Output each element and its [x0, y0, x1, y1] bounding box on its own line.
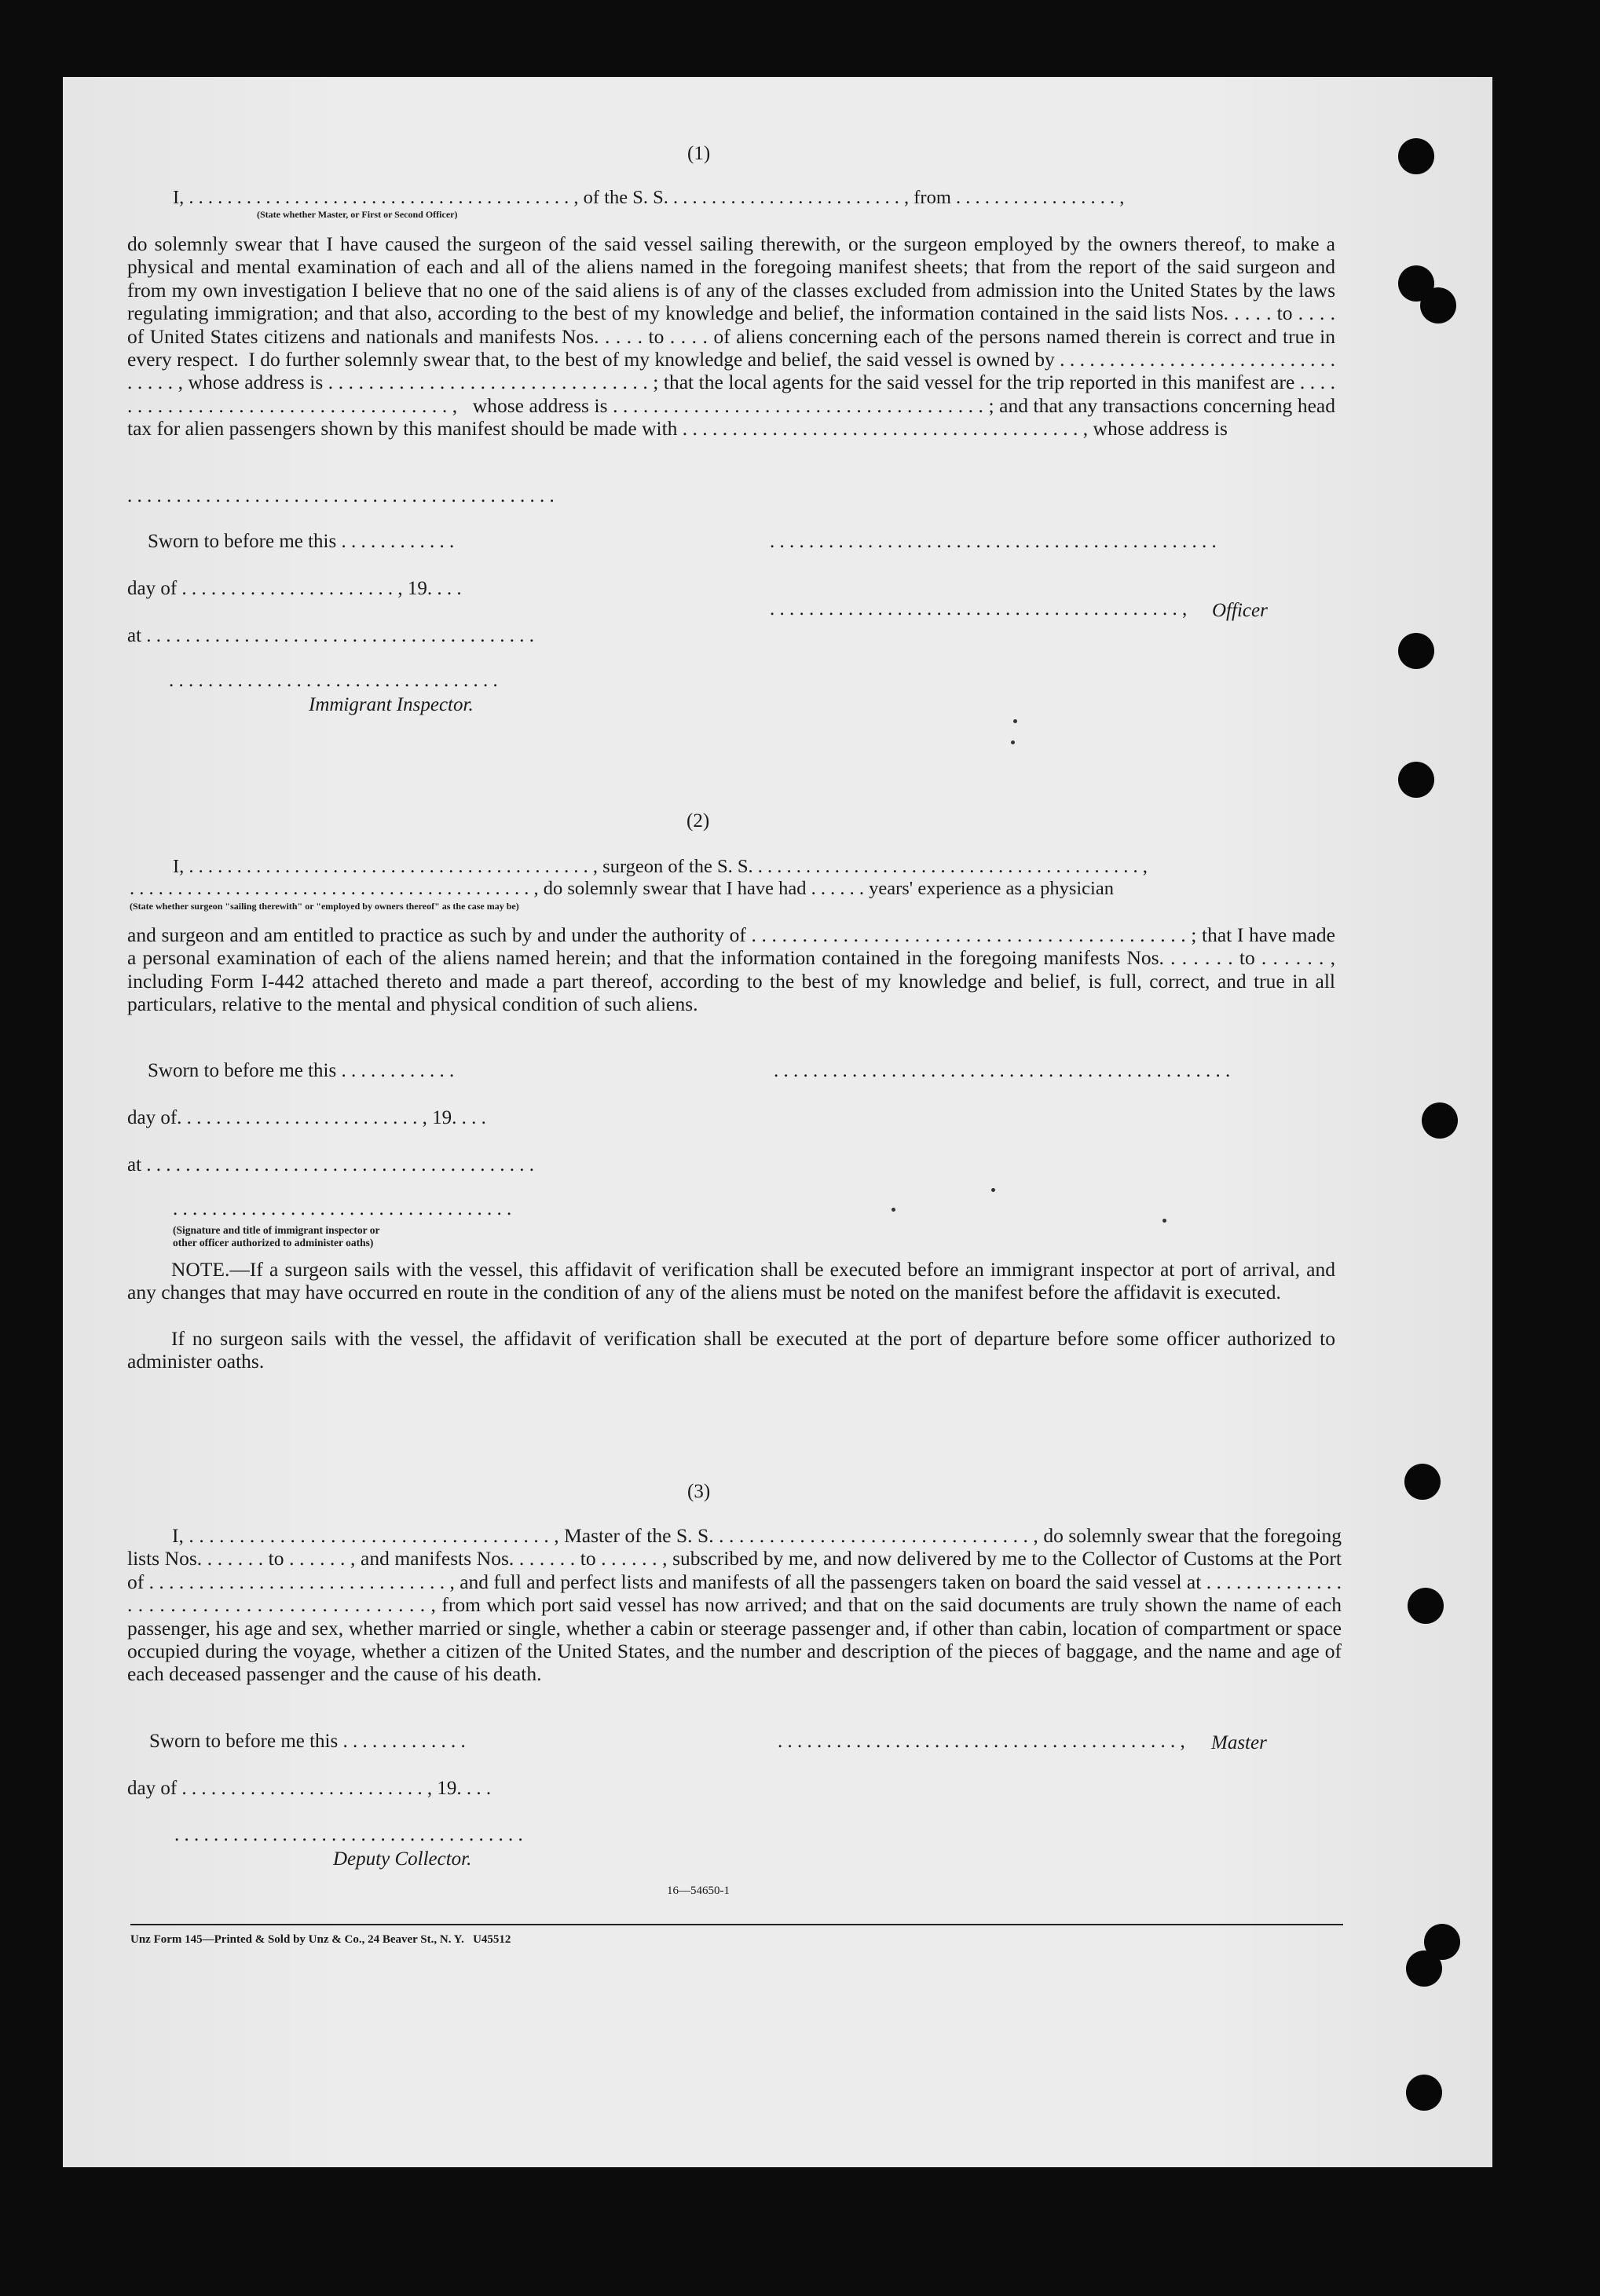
section-2-affidavit-text: and surgeon and am entitled to practice as such by and under the authority of . . . . . . . . . . . . . . . . . . . . . . . . . . . . . . . . . . . . . . . . . . . ; that I have made a personal examination of each of the aliens named herein; and that the information contained in the foregoing manifests Nos. . . . . . . to . . . . . . , including Form I-442 attached thereto and made a part thereof, according to the best of my knowledge and belief, is full, correct, and true in all particulars, relative to the mental and physical condition of such aliens. — [127, 923, 1341, 1016]
section-3-affidavit-text: I, . . . . . . . . . . . . . . . . . . . . . . . . . . . . . . . . . . . . , Master of the S. S. . . . . . . . . . . . . . . . . . . . . . . . . . . . . . . . , do solemnly swear that the foregoing lists Nos. . . . . . . to . . . . . . , and manifests Nos. . . . . . . to . . . . . . , subscribed by me, and now delivered by me to the Collector of Customs at the Port of . . . . . . . . . . . . . . . . . . . . . . . . . . . . . . , and full and perfect lists and manifests of all the passengers taken on board the said vessel at . . . . . . . . . . . . . . . . . . . . . . . . . . . . . . . . . . . . . . . . . . , from which port said vessel has now arrived; and that on the said documents are truly shown the name of each passenger, his age and sex, whether married or single, whether a cabin or steerage passenger and, if other than cabin, location of compartment or space occupied during the voyage, whether a citizen of the United States, and the number and description of the pieces of baggage, and the name and age of each deceased passenger and the cause of his death. — [127, 1524, 1347, 1686]
section-1-inspector-title: Immigrant Inspector. — [309, 694, 474, 715]
section-2-at: at . . . . . . . . . . . . . . . . . . . . . . . . . . . . . . . . . . . . . . . . — [127, 1154, 535, 1175]
section-2-sworn: Sworn to before me this . . . . . . . . . . . . — [148, 1060, 455, 1081]
ink-speck — [892, 1208, 895, 1212]
ink-speck — [991, 1188, 995, 1192]
section-2-note-2: If no surgeon sails with the vessel, the affidavit of verification shall be executed at the port of departure before some officer authorized to administer oaths. — [127, 1327, 1341, 1373]
section-2-number: (2) — [686, 810, 710, 832]
section-1-sworn: Sworn to before me this . . . . . . . . . . . . — [148, 531, 455, 552]
section-2-surgeon-line: I, . . . . . . . . . . . . . . . . . . . . . . . . . . . . . . . . . . . . . . . . . . , surgeon of the S. S. . . . . . . . . . . . . . . . . . . . . . . . . . . . . . . . . . . . . . . . . , — [173, 856, 1148, 877]
binder-hole — [1406, 1951, 1442, 1987]
section-3-day: day of . . . . . . . . . . . . . . . . . . . . . . . . . , 19. . . . — [127, 1778, 492, 1799]
footer-rule — [130, 1924, 1343, 1925]
section-1-officer-note: (State whether Master, or First or Second Officer) — [257, 209, 458, 220]
section-2-day: day of. . . . . . . . . . . . . . . . . . . . . . . . . , 19. . . . — [127, 1107, 486, 1128]
section-1-address-dots: . . . . . . . . . . . . . . . . . . . . . . . . . . . . . . . . . . . . . . . . . . . . — [127, 485, 555, 506]
note-text-1: —If a surgeon sails with the vessel, this affidavit of verification shall be executed before an immigrant inspector at port of arrival, and any changes that may have occurred en route in the condition of any of the aliens must be noted on the manifest before the affidavit is executed. — [127, 1258, 1341, 1304]
ink-speck — [1013, 719, 1017, 723]
form-number: 16—54650-1 — [667, 1885, 730, 1897]
section-1-at: at . . . . . . . . . . . . . . . . . . . . . . . . . . . . . . . . . . . . . . . . — [127, 625, 535, 646]
section-1-oath-line: I, . . . . . . . . . . . . . . . . . . . . . . . . . . . . . . . . . . . . . . . . , of the S. S. . . . . . . . . . . . . . . . . . . . . . . . . , from . . . . . . . . . . . . . . . . . , — [173, 187, 1125, 208]
binder-hole — [1408, 1588, 1444, 1624]
ink-speck — [1011, 740, 1015, 744]
section-2-surgeon-note: (State whether surgeon "sailing therewith" or "employed by owners thereof" as the case may be) — [130, 901, 519, 912]
section-1-day: day of . . . . . . . . . . . . . . . . . . . . . . , 19. . . . — [127, 578, 462, 599]
section-1-officer-line: . . . . . . . . . . . . . . . . . . . . . . . . . . . . . . . . . . . . . . . . . . , — [770, 598, 1188, 620]
binder-hole — [1404, 1464, 1441, 1500]
binder-hole — [1406, 2075, 1442, 2111]
section-1-number: (1) — [687, 143, 711, 164]
section-2-experience-line: . . . . . . . . . . . . . . . . . . . . . . . . . . . . . . . . . . . . . . . . . . , do solemnly swear that I have had . . . . . . years' experience as a physician — [130, 878, 1114, 899]
section-1-affidavit-text: do solemnly swear that I have caused the surgeon of the said vessel sailing therewith, or the surgeon employed by the owners thereof, to make a physical and mental examination of each and all of the aliens named in the foregoing manifest sheets; that from the report of the said surgeon and from my own investigation I believe that no one of the said aliens is of any of the classes excluded from admission into the United States by the laws regulating immigration; and that also, according to the best of my knowledge and belief, the information contained in the said lists Nos. . . . . to . . . . of United States citizens and nationals and manifests Nos. . . . . to . . . . of aliens concerning each of the persons named therein is correct and true in every respect. I do further solemnly swear that, to the best of my knowledge and belief, the said vessel is owned by . . . . . . . . . . . . . . . . . . . . . . . . . . . . . . . . . , whose address is . . . . . . . . . . . . . . . . . . . . . . . . . . . . . . . . ; that the local agents for the said vessel for the trip reported in this manifest are . . . . . . . . . . . . . . . . . . . . . . . . . . . . . . . . . . . . , whose address is . . . . . . . . . . . . . . . . . . . . . . . . . . . . . . . . . . . . . ; and that any transactions concerning head tax for alien passengers shown by this manifest should be made with . . . . . . . . . . . . . . . . . . . . . . . . . . . . . . . . . . . . . . . . , whose address is — [127, 232, 1341, 441]
section-2-right-signature-line: . . . . . . . . . . . . . . . . . . . . . . . . . . . . . . . . . . . . . . . . . . . . . . . — [774, 1060, 1231, 1081]
section-3-master-title: Master — [1211, 1732, 1267, 1753]
section-3-deputy-signature-line: . . . . . . . . . . . . . . . . . . . . . . . . . . . . . . . . . . . . — [174, 1824, 523, 1845]
section-2-signature-note-2: other officer authorized to administer oaths) — [173, 1237, 374, 1249]
binder-hole — [1398, 633, 1434, 669]
section-1-signature-line: . . . . . . . . . . . . . . . . . . . . . . . . . . . . . . . . . . . . . . . . . . . . . . — [770, 531, 1217, 552]
ink-speck — [1162, 1219, 1166, 1223]
binder-hole — [1422, 1102, 1458, 1139]
section-1-officer-title: Officer — [1212, 600, 1268, 621]
section-2-note — [127, 1258, 1341, 1304]
section-3-deputy-title: Deputy Collector. — [333, 1848, 472, 1870]
section-2-signature-note-1: (Signature and title of immigrant inspector or — [173, 1224, 380, 1236]
section-3-sworn: Sworn to before me this . . . . . . . . . . . . . — [149, 1731, 466, 1752]
section-3-number: (3) — [687, 1481, 711, 1502]
printer-footer: Unz Form 145—Printed & Sold by Unz & Co., 24 Beaver St., N. Y. U45512 — [130, 1933, 511, 1946]
document-page — [63, 77, 1492, 2167]
section-3-master-line: . . . . . . . . . . . . . . . . . . . . . . . . . . . . . . . . . . . . . . . . . , — [778, 1731, 1185, 1752]
binder-hole — [1398, 762, 1434, 798]
binder-hole — [1398, 138, 1434, 174]
binder-hole — [1420, 287, 1456, 324]
note-label: NOTE. — [171, 1258, 230, 1281]
section-1-inspector-signature-line: . . . . . . . . . . . . . . . . . . . . . . . . . . . . . . . . . . — [169, 670, 498, 691]
section-2-signature-line: . . . . . . . . . . . . . . . . . . . . . . . . . . . . . . . . . . . — [173, 1198, 512, 1219]
